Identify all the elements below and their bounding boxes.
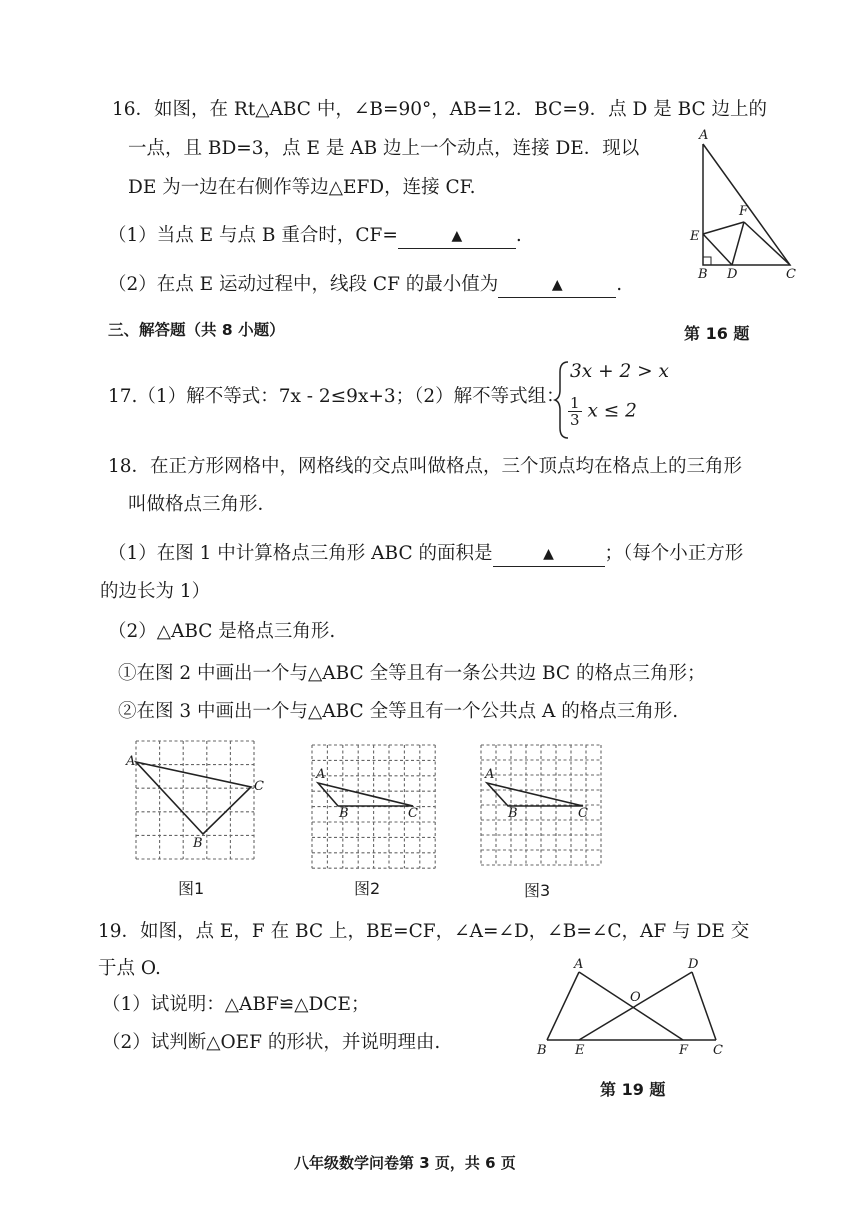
q18-part2: （2）△ABC 是格点三角形. [108, 621, 336, 642]
q19-label-e: E [575, 1043, 585, 1058]
q19-label-a: A [574, 957, 584, 972]
q16-label-f: F [739, 204, 749, 219]
q19-label-c: C [713, 1043, 723, 1058]
q19-caption: 第 19 题 [600, 1080, 666, 1099]
q16-line2: 一点，且 BD=3，点 E 是 AB 边上一个动点，连接 DE．现以 [128, 138, 640, 159]
fig2-label-a: A [316, 767, 326, 782]
fig3-caption: 图3 [524, 881, 551, 900]
q16-label-d: D [727, 267, 738, 282]
q19-label-b: B [537, 1043, 547, 1058]
fig3-label-a: A [485, 767, 495, 782]
q16-line1: 16．如图，在 Rt△ABC 中，∠B=90°，AB=12．BC=9．点 D 是 BC 边上的 [112, 99, 768, 120]
q17-fraction: $\frac{1}{3}$ [570, 394, 580, 429]
q19-line2: 于点 O. [98, 958, 161, 979]
page-footer: 八年级数学问卷第 3 页，共 6 页 [294, 1154, 516, 1172]
q16-part1-end: . [515, 225, 522, 246]
fig3-label-b: B [508, 806, 518, 821]
fig1-caption: 图1 [178, 879, 205, 898]
q19-part1: （1）试说明：△ABF≌△DCE； [102, 994, 370, 1015]
q19-line1: 19．如图，点 E，F 在 BC 上，BE=CF，∠A=∠D，∠B=∠C，AF 与 DE 交 [98, 921, 750, 942]
fig3-label-c: C [578, 806, 588, 821]
q19-part2: （2）试判断△OEF 的形状，并说明理由. [102, 1032, 441, 1053]
answer-placeholder-icon: ▲ [551, 277, 563, 293]
answer-placeholder-icon: ▲ [451, 228, 463, 244]
fig2-caption: 图2 [354, 879, 381, 898]
fig2-label-c: C [408, 806, 418, 821]
q17-system-line2-rest: x ≤ 2 [587, 400, 637, 422]
q18-part1-end: ；（每个小正方形 [604, 543, 744, 564]
fig1-label-c: C [254, 779, 264, 794]
q18-line2: 叫做格点三角形． [128, 494, 277, 515]
section-heading: 三、解答题（共 8 小题） [108, 321, 285, 339]
q19-label-o: O [630, 990, 641, 1005]
fig1-label-b: B [193, 836, 203, 851]
q18-part1-line2: 的边长为 1） [100, 581, 211, 602]
q19-label-f: F [679, 1043, 689, 1058]
q17-text: 17.（1）解不等式：7x - 2≤9x+3；（2）解不等式组： [108, 386, 565, 407]
q16-part2-end: . [616, 274, 623, 295]
q16-caption: 第 16 题 [684, 324, 750, 343]
q16-label-c: C [786, 267, 796, 282]
q16-part1-text: （1）当点 E 与点 B 重合时，CF= [108, 225, 398, 246]
q16-line3: DE 为一边在右侧作等边△EFD，连接 CF. [128, 177, 476, 198]
q17-system-line1: 3x + 2 > x [570, 361, 669, 382]
q18-sub1: ①在图 2 中画出一个与△ABC 全等且有一条公共边 BC 的格点三角形； [118, 663, 706, 684]
q19-label-d: D [688, 957, 699, 972]
fig2-label-b: B [339, 806, 349, 821]
q18-sub2: ②在图 3 中画出一个与△ABC 全等且有一个公共点 A 的格点三角形. [118, 701, 679, 722]
q16-label-b: B [698, 267, 708, 282]
q18-part1-text: （1）在图 1 中计算格点三角形 ABC 的面积是 [108, 543, 493, 564]
answer-placeholder-icon: ▲ [543, 546, 554, 562]
q18-line1: 18．在正方形网格中，网格线的交点叫做格点，三个顶点均在格点上的三角形 [108, 456, 743, 477]
q16-part2-text: （2）在点 E 运动过程中，线段 CF 的最小值为 [108, 274, 499, 295]
q16-label-e: E [690, 229, 700, 244]
fig1-label-a: A [126, 754, 136, 769]
q16-label-a: A [699, 128, 709, 143]
